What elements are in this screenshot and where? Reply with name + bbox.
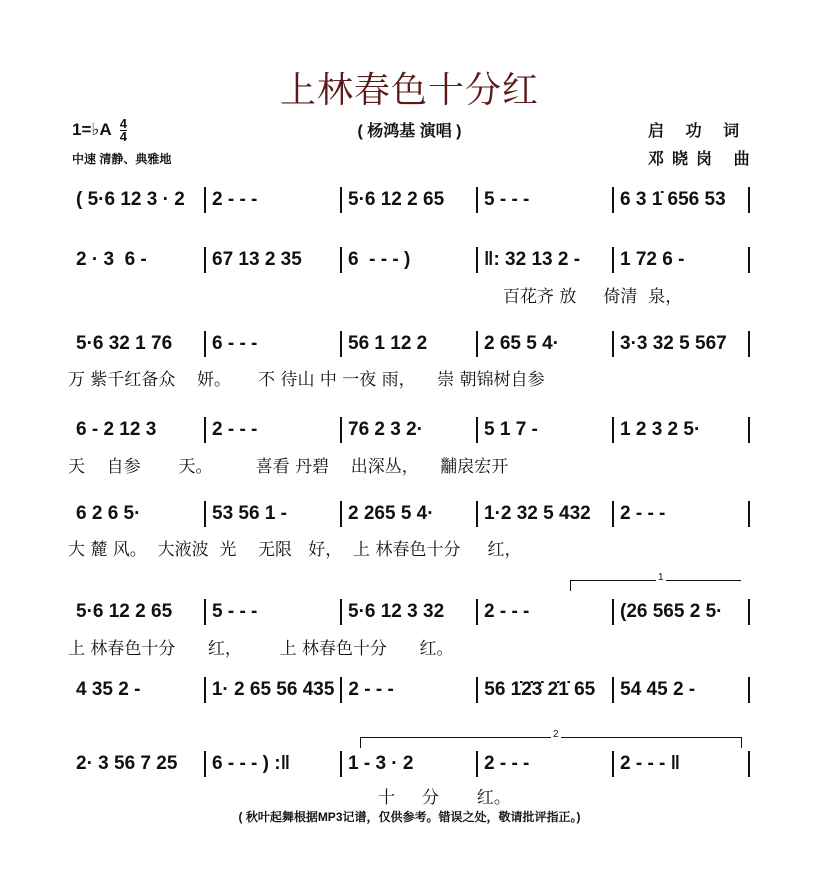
measure: 1 2 3 2 5· [620,419,701,440]
measure: 56 1 12 2 [348,333,428,354]
measure: ‖: 32 13 2 - [484,249,581,270]
measure: 53 56 1 - [212,503,287,524]
composer-credit: 邓晓岗 曲 [648,149,758,168]
lyrics-line: 万 紫千红备众 妍。 不 待山 中 一夜 雨， 崇 朝锦树自参 [68,370,545,390]
barline [748,417,750,443]
key-label: 1=♭A [72,119,112,139]
lyricist-credit: 启 功 词 [648,121,748,140]
measure: 6 3 1̇ 656 53 [620,189,726,210]
measure: 2 - - - [620,503,666,524]
volta-bracket-1 [570,572,741,591]
time-top: 4 [119,116,128,131]
footnote: ( 秋叶起舞根据MP3记谱，仅供参考。错误之处，敬请批评指正。) [238,810,581,824]
measure: 67 13 2 35 [212,249,302,270]
measure: 54 45 2 - [620,679,696,700]
measure: 2 · 3 6 - [76,249,147,270]
volta-1-label: 1 [658,572,664,583]
barline [748,751,750,777]
measure: 1· 2 65 56 435 [211,679,335,700]
measure: 56 1̇2̇3̇ 2̇1̇ 65 [484,679,596,700]
score-line [70,750,750,778]
singer-credit: ( 杨鸿基 演唱 ) [357,123,462,140]
barline [748,247,750,273]
lyrics-line: 天 自参 天。 喜看 丹碧 出深丛， 黼扆宏开 [68,457,509,477]
volta-bracket-2 [360,729,742,748]
barline [748,331,750,357]
measure: 6 - 2 12 3 [76,419,157,440]
lyrics-line: 上 林春色十分 红， 上 林春色十分 红。 [68,639,454,659]
measure: 5·6 12 3 32 [348,601,445,622]
score-line [70,330,750,358]
score-line [70,416,750,444]
measure: 2 - - - ‖ [620,753,681,774]
lyrics-line: 百花齐 放 倚清 泉， [503,287,683,307]
measure: 2 - - - [212,189,258,210]
tempo-marking: 中速 清静、典雅地 [72,152,172,166]
measure: 5 - - - [484,189,530,210]
measure: 6 - - - ) :‖ [212,753,291,774]
barline [748,677,750,703]
measure: (26 565 2 5· [620,601,723,622]
measure: 6 - - - [212,333,258,354]
measure: 1 - 3 · 2 [348,753,414,774]
measure: 1 72 6 - [620,249,685,270]
song-title: 上林春色十分红 [279,70,539,111]
measure: 2 - - - [212,419,258,440]
score-line [70,500,750,528]
score-line [70,676,750,704]
measure: 2 65 5 4· [484,333,559,354]
measure: 76 2 3 2· [348,419,423,440]
volta-2-label: 2 [553,729,559,740]
measure: ( 5·6 12 3 · 2 [76,189,185,210]
measure: 2 265 5 4· [348,503,434,524]
measure: 2· 3 56 7 25 [76,753,178,774]
measure: 5 - - - [212,601,258,622]
measure: 3·3 32 5 567 [620,333,727,354]
measure: 6 - - - ) [348,249,411,270]
measure: 2 - - - [348,679,394,700]
measure: 5·6 12 2 65 [76,601,173,622]
score-line [70,246,750,274]
barline [748,599,750,625]
score-line [70,186,750,214]
measure: 2 - - - [484,601,530,622]
barline [748,501,750,527]
measure: 4 35 2 - [76,679,141,700]
lyrics-line: 大 麓 风。 大液波 光 无限 好， 上 林春色十分 红， [68,540,522,560]
measure: 1·2 32 5 432 [484,503,591,524]
measure: 6 2 6 5· [76,503,141,524]
measure: 5·6 32 1 76 [76,333,173,354]
lyrics-line: 十 分 红。 [378,788,511,808]
measure: 2 - - - [484,753,530,774]
measure: 5·6 12 2 65 [348,189,445,210]
barline [748,187,750,213]
time-bottom: 4 [119,129,128,144]
score-line [70,598,750,626]
measure: 5 1 7 - [484,419,538,440]
